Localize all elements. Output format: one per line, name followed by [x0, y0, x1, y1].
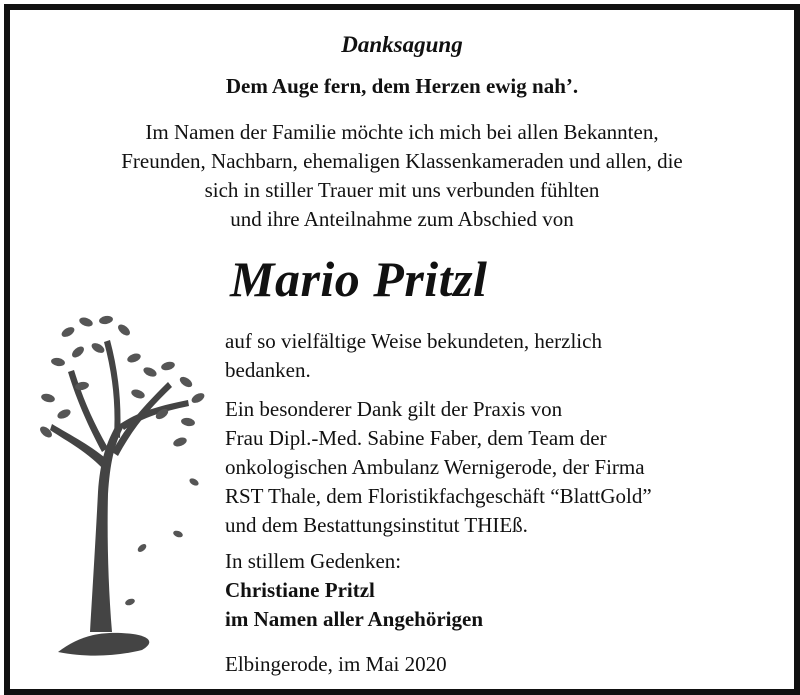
thanks-text — [225, 327, 785, 385]
special-thanks-line: RST Thale, dem Floristikfachgeschäft “BlattGold” — [225, 484, 652, 508]
special-thanks-line: onkologischen Ambulanz Wernigerode, der Firma — [225, 455, 645, 479]
special-thanks-line: Frau Dipl.-Med. Sabine Faber, dem Team der — [225, 426, 607, 450]
intro-line: und ihre Anteilnahme zum Abschied von — [230, 207, 574, 231]
special-thanks-line: Ein besonderer Dank gilt der Praxis von — [225, 397, 563, 421]
special-thanks-text — [225, 395, 785, 540]
motto: Dem Auge fern, dem Herzen ewig nah’. — [225, 74, 579, 98]
signer-note: im Namen aller Angehörigen — [225, 607, 484, 631]
tree-icon — [38, 302, 218, 672]
place-date: Elbingerode, im Mai 2020 — [225, 652, 447, 676]
signer-name: Christiane Pritzl — [225, 578, 375, 602]
intro-text — [40, 118, 764, 234]
intro-line: sich in stiller Trauer mit uns verbunden fühlten — [204, 178, 600, 202]
notice-frame — [4, 4, 800, 695]
signature-block — [225, 547, 483, 634]
notice-heading: Danksagung — [341, 32, 463, 57]
thanks-line: bedanken. — [225, 358, 311, 382]
thanks-line: auf so vielfältige Weise bekundeten, herzlich — [225, 329, 602, 353]
memory-label: In stillem Gedenken: — [225, 549, 402, 573]
intro-line: Freunden, Nachbarn, ehemaligen Klassenkameraden und allen, die — [121, 149, 683, 173]
intro-line: Im Namen der Familie möchte ich mich bei allen Bekannten, — [145, 120, 659, 144]
deceased-name: Mario Pritzl — [230, 251, 488, 307]
special-thanks-line: und dem Bestattungsinstitut THIEß. — [225, 513, 528, 537]
